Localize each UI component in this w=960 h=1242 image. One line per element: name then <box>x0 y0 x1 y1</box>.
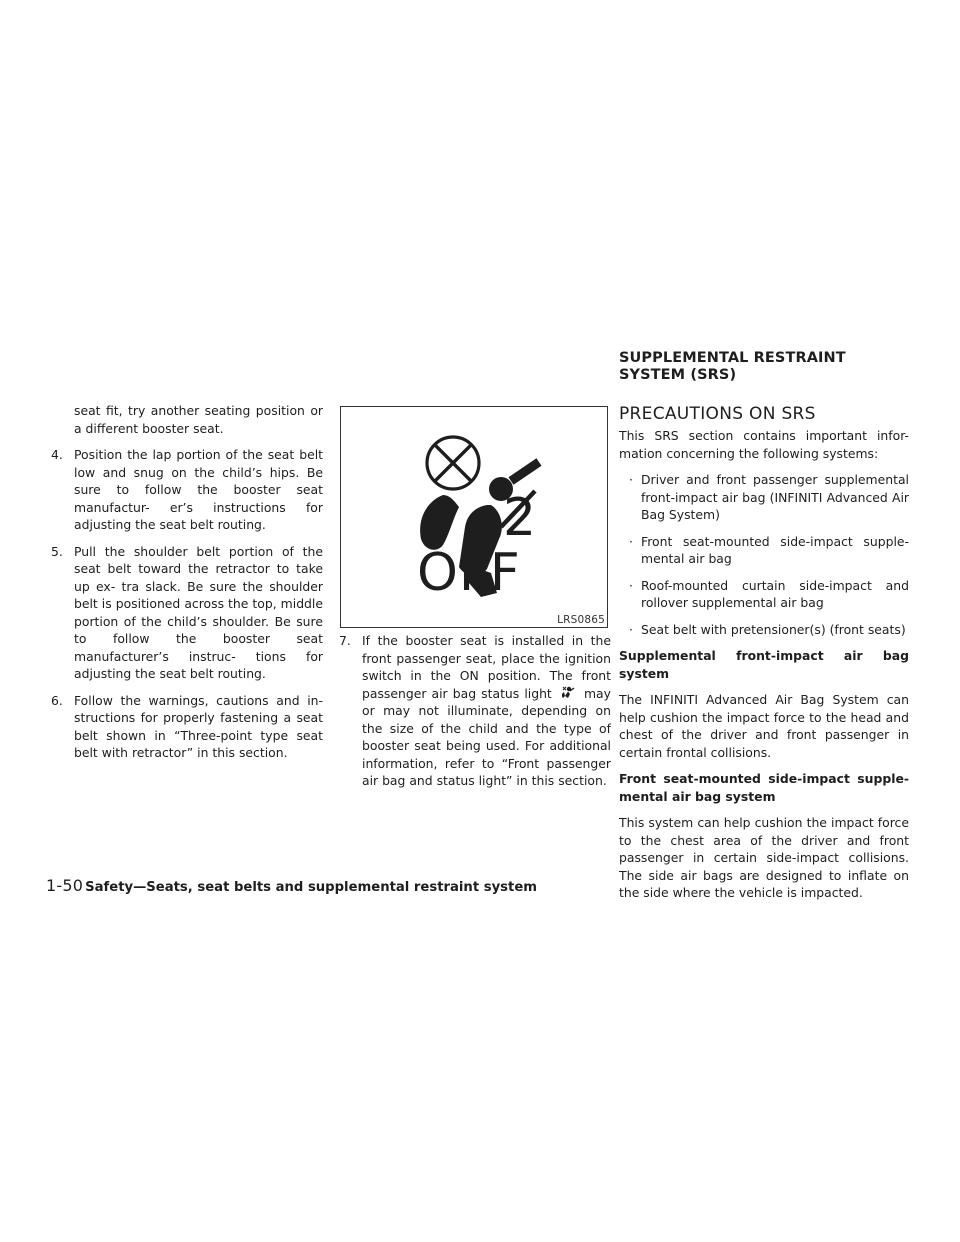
step-6 <box>51 692 323 762</box>
page-number: 1-50 <box>46 876 84 895</box>
step-number: 6. <box>51 692 63 708</box>
step-text: Follow the warnings, cautions and in- structions for properly fastening a seat belt shown in “Three-point type seat belt with retractor” in this section. <box>74 692 323 760</box>
step-text: Pull the shoulder belt portion of the seat belt toward the retractor to take up ex- tra slack. Be sure the shoulder belt is positioned across the top, middle portion of the child’s shoulder. Be sure to follow the booster seat manufacturer’s instruc- tions for adjusting the seat belt routing. <box>74 543 323 681</box>
intro-paragraph: This SRS section contains important infor- mation concerning the following systems: <box>619 428 909 461</box>
step-number: 4. <box>51 447 63 462</box>
right-column <box>619 350 909 911</box>
section-title-line-1: SUPPLEMENTAL RESTRAINT <box>619 350 846 366</box>
step-number: 5. <box>51 543 63 559</box>
bullet-dot: · <box>629 472 633 487</box>
bullet-dot: · <box>629 577 633 593</box>
middle-column <box>339 632 611 799</box>
step-5 <box>51 543 323 683</box>
airbag-status-light-icon <box>559 686 577 700</box>
left-column <box>51 402 323 771</box>
list-item <box>619 471 909 524</box>
list-item <box>619 621 909 639</box>
seat-number: 2 <box>503 488 537 548</box>
step-7 <box>339 632 611 790</box>
section-title-line-2: SYSTEM (SRS) <box>619 367 737 383</box>
paragraph-side-impact: This system can help cushion the impact force to the chest area of the driver and front passenger in certain side-impact collisions. The side air bags are designed to inflate on the side where the vehicle is impacted. <box>619 815 909 900</box>
section-title <box>619 350 909 384</box>
step-text: Position the lap portion of the seat belt low and snug on the child’s hips. Be sure to follow the booster seat manufactur- er’s instructions for adjusting the seat belt routing. <box>74 447 323 532</box>
step-4 <box>51 446 323 534</box>
step-number: 7. <box>339 633 351 648</box>
subsection-title: PRECAUTIONS ON SRS <box>619 404 816 424</box>
chapter-title: Safety—Seats, seat belts and supplemental restraint system <box>85 880 538 895</box>
off-label: OFF <box>417 543 521 603</box>
step-text-before: If the booster seat is installed in the front passenger seat, place the ignition switch in the ON position. The front passenger air bag status light <box>362 633 611 701</box>
list-item-text: Roof-mounted curtain side-impact and rollover supplemental air bag <box>641 577 909 610</box>
paragraph-front-impact: The INFINITI Advanced Air Bag System can help cushion the impact force to the head and chest of the driver and front passenger in certain frontal collisions. <box>619 692 909 760</box>
bullet-dot: · <box>629 533 633 549</box>
continuation-text: seat fit, try another seating position or a different booster seat. <box>74 403 323 436</box>
bullet-dot: · <box>629 621 633 637</box>
list-item-text: Seat belt with pretensioner(s) (front seats) <box>641 621 906 637</box>
list-item-text: Driver and front passenger supplemental front-impact air bag (INFINITI Advanced Air Bag System) <box>641 472 909 522</box>
airbag-off-figure <box>340 406 608 628</box>
list-item <box>619 533 909 568</box>
heading-front-impact: Supplemental front-impact air bag system <box>619 648 909 681</box>
systems-list <box>619 471 909 638</box>
list-item-text: Front seat-mounted side-impact supple- mental air bag <box>641 533 909 566</box>
step-text-after: may or may not illuminate, depending on the size of the child and the type of booster seat being used. For additional information, refer to “Front passenger air bag and status light” in this section. <box>362 685 611 788</box>
page-footer <box>46 876 537 898</box>
heading-side-impact: Front seat-mounted side-impact supple- mental air bag system <box>619 771 909 804</box>
figure-id: LRS0865 <box>557 614 605 626</box>
list-item <box>619 577 909 612</box>
